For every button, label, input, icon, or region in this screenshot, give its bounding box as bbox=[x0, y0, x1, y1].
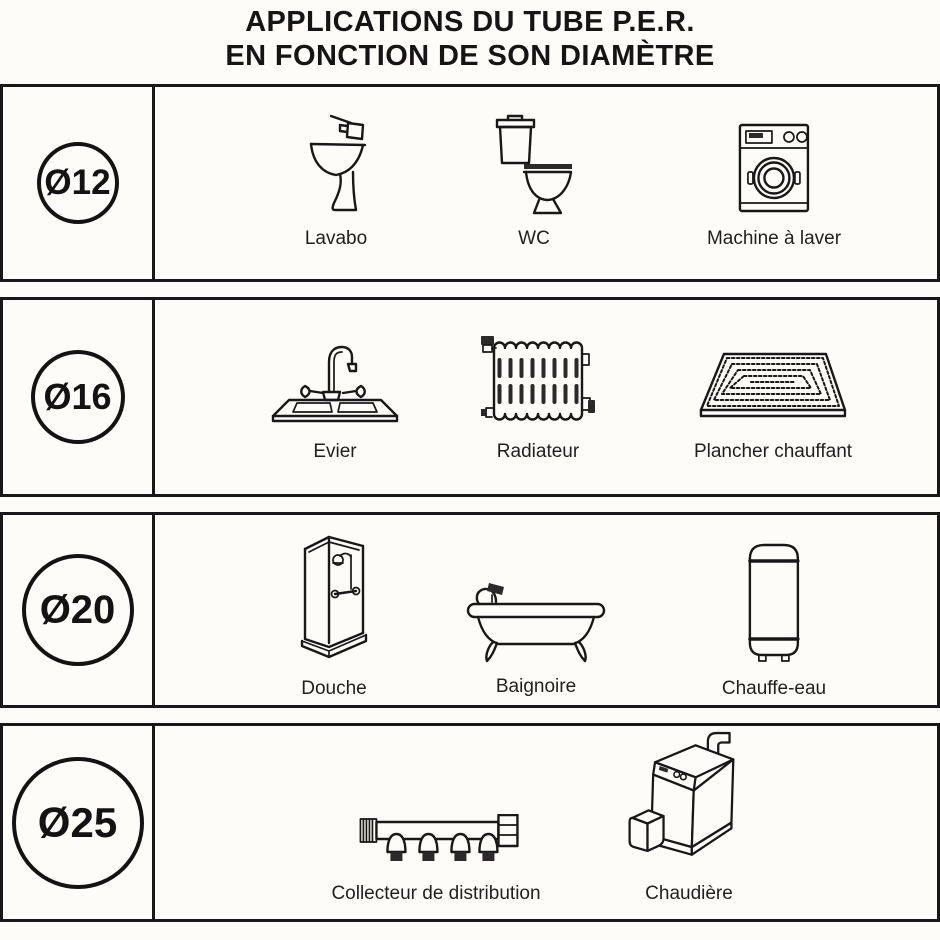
water-heater-icon bbox=[745, 543, 803, 665]
item-label: Plancher chauffant bbox=[693, 441, 853, 462]
list-item bbox=[462, 567, 610, 698]
item-label: Baignoire bbox=[495, 676, 577, 697]
shower-icon bbox=[299, 525, 369, 665]
table-row bbox=[0, 723, 940, 922]
list-item bbox=[267, 328, 403, 463]
list-item bbox=[490, 111, 578, 250]
kitchen-sink-icon bbox=[267, 328, 403, 428]
diameter-cell bbox=[3, 515, 155, 705]
list-item bbox=[694, 328, 852, 463]
diameter-badge: Ø12 bbox=[37, 142, 119, 224]
list-item bbox=[623, 730, 755, 905]
page-title-line2: EN FONCTION DE SON DIAMÈTRE bbox=[225, 39, 715, 72]
diameter-badge: Ø16 bbox=[31, 350, 125, 444]
manifold-icon bbox=[350, 748, 522, 870]
list-item bbox=[331, 748, 540, 905]
item-label: Evier bbox=[313, 441, 357, 462]
item-label: Lavabo bbox=[304, 228, 368, 249]
list-item bbox=[707, 111, 841, 250]
list-item bbox=[722, 543, 826, 700]
diameter-badge: Ø20 bbox=[22, 554, 134, 666]
underfloor-heating-icon bbox=[697, 328, 849, 428]
toilet-icon bbox=[490, 111, 578, 215]
item-label: Radiateur bbox=[496, 441, 580, 462]
diameter-cell bbox=[3, 300, 155, 494]
table-row bbox=[0, 84, 940, 282]
item-label: Collecteur de distribution bbox=[331, 883, 541, 904]
item-label: Chaudière bbox=[645, 883, 733, 904]
page-title bbox=[0, 6, 940, 74]
radiator-icon bbox=[480, 328, 596, 428]
item-label: Machine à laver bbox=[706, 228, 842, 249]
washing-machine-icon bbox=[736, 111, 812, 215]
list-item bbox=[299, 525, 369, 700]
list-item bbox=[480, 328, 596, 463]
diameter-cell bbox=[3, 726, 155, 919]
boiler-icon bbox=[623, 730, 755, 870]
diameter-badge: Ø25 bbox=[12, 757, 144, 889]
item-label: Douche bbox=[301, 678, 367, 699]
washbasin-icon bbox=[303, 111, 369, 215]
table-row bbox=[0, 512, 940, 708]
item-label: Chauffe-eau bbox=[721, 678, 827, 699]
bathtub-icon bbox=[462, 567, 610, 663]
list-item bbox=[303, 111, 369, 250]
page-title-line1: APPLICATIONS DU TUBE P.E.R. bbox=[245, 6, 695, 38]
diameter-cell bbox=[3, 87, 155, 279]
table-row bbox=[0, 297, 940, 497]
item-label: WC bbox=[518, 228, 550, 249]
